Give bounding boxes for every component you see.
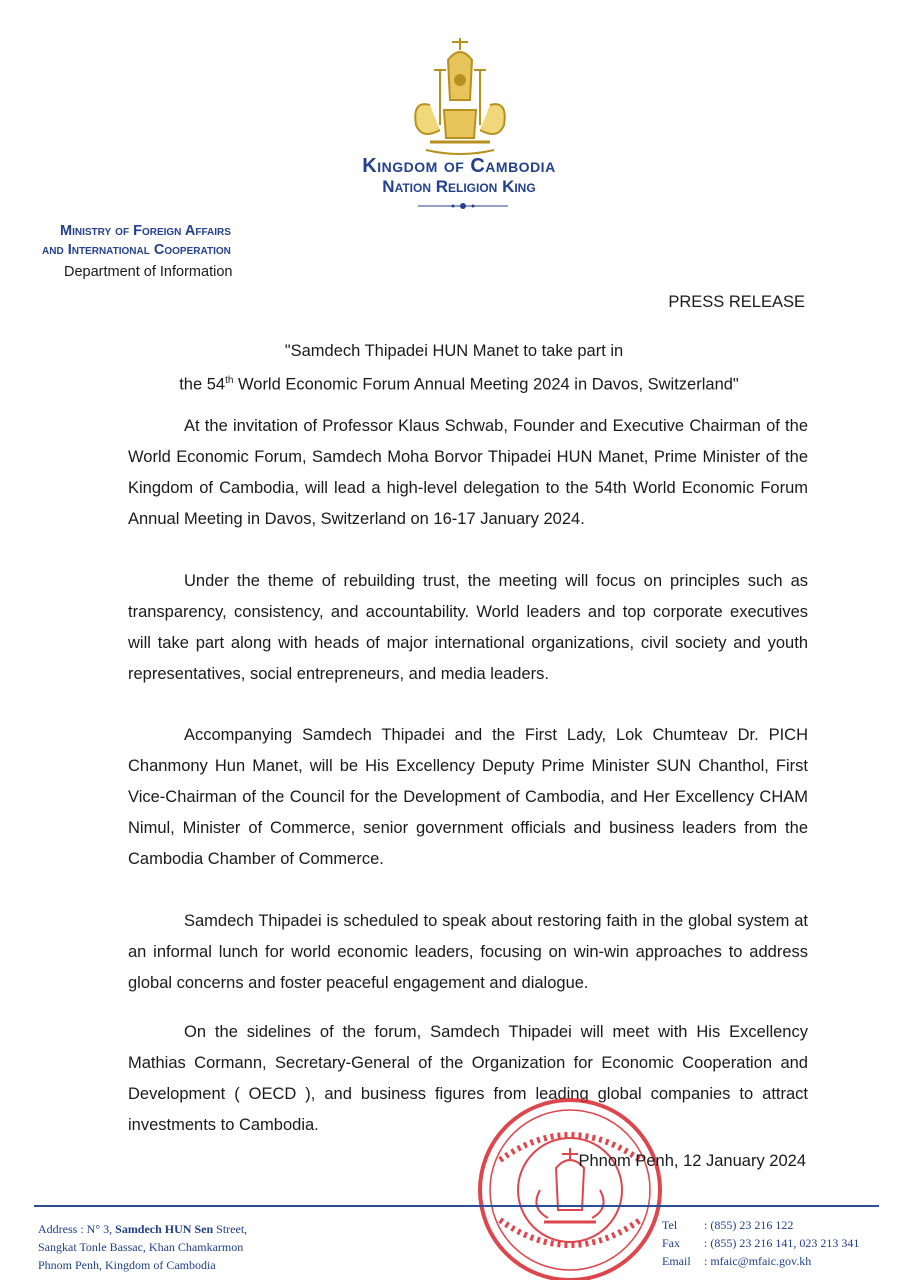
footer-address — [38, 1220, 247, 1274]
title-line-2-start: the 54 — [179, 375, 226, 394]
footer-contact — [662, 1216, 859, 1270]
motto-heading: Nation Religion King — [382, 177, 536, 196]
paragraph-4: Samdech Thipadei is scheduled to speak about restoring faith in the global system at an informal lunch for world economic leaders, focusing on win-win approaches to address global concerns and foster peaceful engagement and dialogue. — [128, 912, 808, 992]
tel-label: Tel — [662, 1218, 678, 1232]
paragraph-1: At the invitation of Professor Klaus Schwab, Founder and Executive Chairman of the World Economic Forum, Samdech Moha Borvor Thipadei HUN Manet, Prime Minister of the Kingdom of Cambodia, will lead a high-level delegation to the 54th World Economic Forum Annual Meeting in Davos, Switzerland on 16-17 January 2024. — [128, 417, 808, 528]
dateline: Phnom Penh, 12 January 2024 — [578, 1152, 806, 1170]
address-line-1 — [38, 1220, 247, 1238]
official-seal-icon — [470, 1090, 670, 1280]
contact-email — [662, 1252, 859, 1270]
address-line-3: Phnom Penh, Kingdom of Cambodia — [38, 1258, 216, 1272]
title-superscript: th — [225, 375, 234, 386]
kingdom-heading: Kingdom of Cambodia — [362, 155, 556, 177]
ministry-line-1: Ministry of Foreign Affairs — [60, 223, 231, 239]
address-suffix: Street, — [213, 1222, 248, 1236]
contact-tel — [662, 1216, 859, 1234]
address-line-2: Sangkat Tonle Bassac, Khan Chamkarmon — [38, 1240, 244, 1254]
paragraph-5: On the sidelines of the forum, Samdech Thipadei will meet with His Excellency Mathias Cormann, Secretary-General of the Organization for Economic Cooperation and Development ( OECD ), and business figures from leading global companies to attract investments to Cambodia. — [128, 1023, 808, 1134]
title-line-1: "Samdech Thipadei HUN Manet to take part in — [284, 342, 624, 360]
address-prefix: Address : N° 3, — [38, 1222, 116, 1236]
department-label: Department of Information — [64, 264, 233, 280]
tel-value: : (855) 23 216 122 — [704, 1218, 794, 1232]
title-line-2 — [0, 366, 908, 400]
royal-emblem-icon — [400, 30, 520, 160]
ministry-name — [42, 222, 231, 260]
fax-value: : (855) 23 216 141, 023 213 341 — [704, 1236, 860, 1250]
document-title — [0, 336, 908, 400]
contact-fax — [662, 1234, 859, 1252]
address-street-name: Samdech HUN Sen — [115, 1222, 214, 1236]
fax-label: Fax — [662, 1236, 680, 1250]
divider-ornament-icon — [418, 200, 508, 212]
email-label: Email — [662, 1254, 691, 1268]
paragraph-3: Accompanying Samdech Thipadei and the First Lady, Lok Chumteav Dr. PICH Chanmony Hun Manet, will be His Excellency Deputy Prime Minister SUN Chanthol, First Vice-Chairman of the Council for the Development of Cambodia, and Her Excellency CHAM Nimul, Minister of Commerce, senior government officials and business leaders from the Cambodia Chamber of Commerce. — [128, 726, 808, 868]
title-line-2-end: World Economic Forum Annual Meeting 2024 in Davos, Switzerland" — [233, 375, 739, 394]
paragraph-2: Under the theme of rebuilding trust, the meeting will focus on principles such as transparency, consistency, and accountability. World leaders and top corporate executives will take part along with heads of major international organizations, civil society and youth representatives, social entrepreneurs, and media leaders. — [128, 572, 808, 683]
ministry-line-2: and International Cooperation — [42, 242, 231, 258]
footer-divider — [34, 1205, 879, 1207]
email-value[interactable]: : mfaic@mfaic.gov.kh — [704, 1254, 812, 1268]
press-release-label: PRESS RELEASE — [668, 293, 805, 311]
